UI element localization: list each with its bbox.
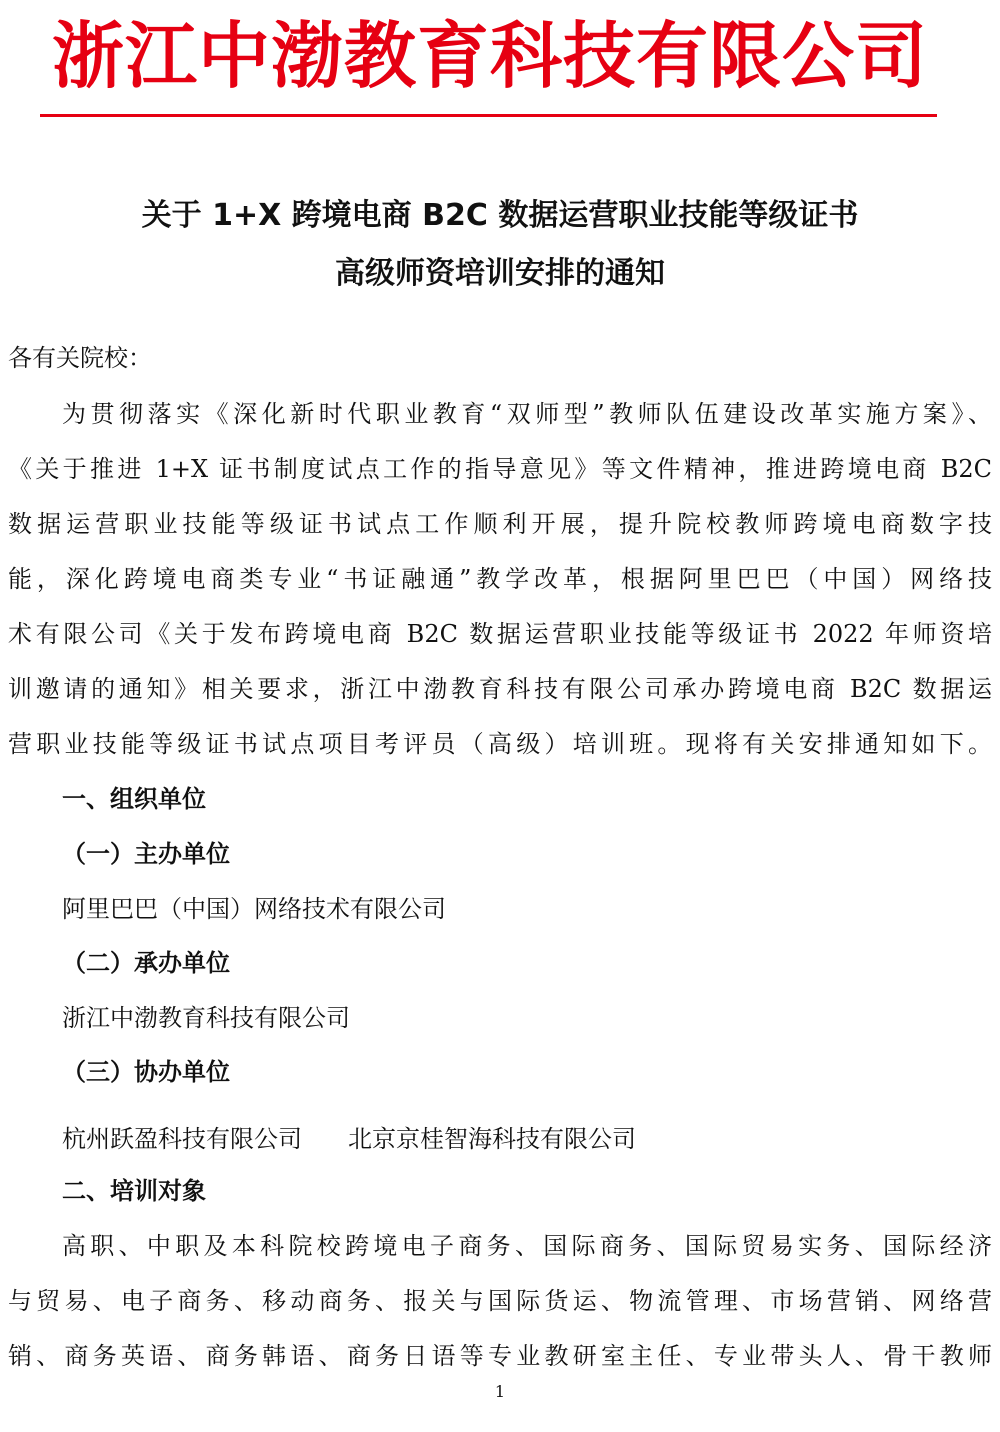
subheading-host: （一）主办单位 <box>62 840 230 868</box>
document-title-line-1: 关于 1+X 跨境电商 B2C 数据运营职业技能等级证书 <box>141 198 859 233</box>
intro-line: 数据运营职业技能等级证书试点工作顺利开展，提升院校教师跨境电商数字技 <box>8 510 992 538</box>
intro-line: 为贯彻落实《深化新时代职业教育“双师型”教师队伍建设改革实施方案》、 <box>62 400 992 428</box>
host-organization: 阿里巴巴（中国）网络技术有限公司 <box>62 895 446 923</box>
co-organizers <box>62 1121 992 1157</box>
co-organizer-2: 北京京桂智海科技有限公司 <box>348 1125 636 1153</box>
intro-line: 能，深化跨境电商类专业“书证融通”教学改革，根据阿里巴巴（中国）网络技 <box>8 565 992 593</box>
subheading-co-organizer: （三）协办单位 <box>62 1058 230 1086</box>
letterhead-company-name: 浙江中渤教育科技有限公司 <box>51 14 928 98</box>
targets-line: 高职、中职及本科院校跨境电子商务、国际商务、国际贸易实务、国际经济 <box>62 1232 992 1260</box>
document-title-line-2: 高级师资培训安排的通知 <box>335 256 665 291</box>
intro-line: 训邀请的通知》相关要求，浙江中渤教育科技有限公司承办跨境电商 B2C 数据运 <box>8 675 992 703</box>
intro-line: 营职业技能等级证书试点项目考评员（高级）培训班。现将有关安排通知如下。 <box>8 730 992 758</box>
targets-line: 与贸易、电子商务、移动商务、报关与国际货运、物流管理、市场营销、网络营 <box>8 1287 992 1315</box>
page-number: 1 <box>494 1382 506 1401</box>
salutation: 各有关院校： <box>8 344 152 372</box>
intro-line: 术有限公司《关于发布跨境电商 B2C 数据运营职业技能等级证书 2022 年师资培 <box>8 620 992 648</box>
section-heading-training-targets: 二、培训对象 <box>62 1177 206 1205</box>
letterhead-red-rule <box>40 114 937 117</box>
co-organizer-1: 杭州跃盈科技有限公司 <box>62 1125 302 1153</box>
section-heading-organizations: 一、组织单位 <box>62 785 206 813</box>
subheading-organizer: （二）承办单位 <box>62 949 230 977</box>
intro-line: 《关于推进 1+X 证书制度试点工作的指导意见》等文件精神，推进跨境电商 B2C <box>8 455 992 483</box>
targets-line: 销、商务英语、商务韩语、商务日语等专业教研室主任、专业带头人、骨干教师 <box>8 1342 992 1370</box>
organizer-organization: 浙江中渤教育科技有限公司 <box>62 1004 350 1032</box>
